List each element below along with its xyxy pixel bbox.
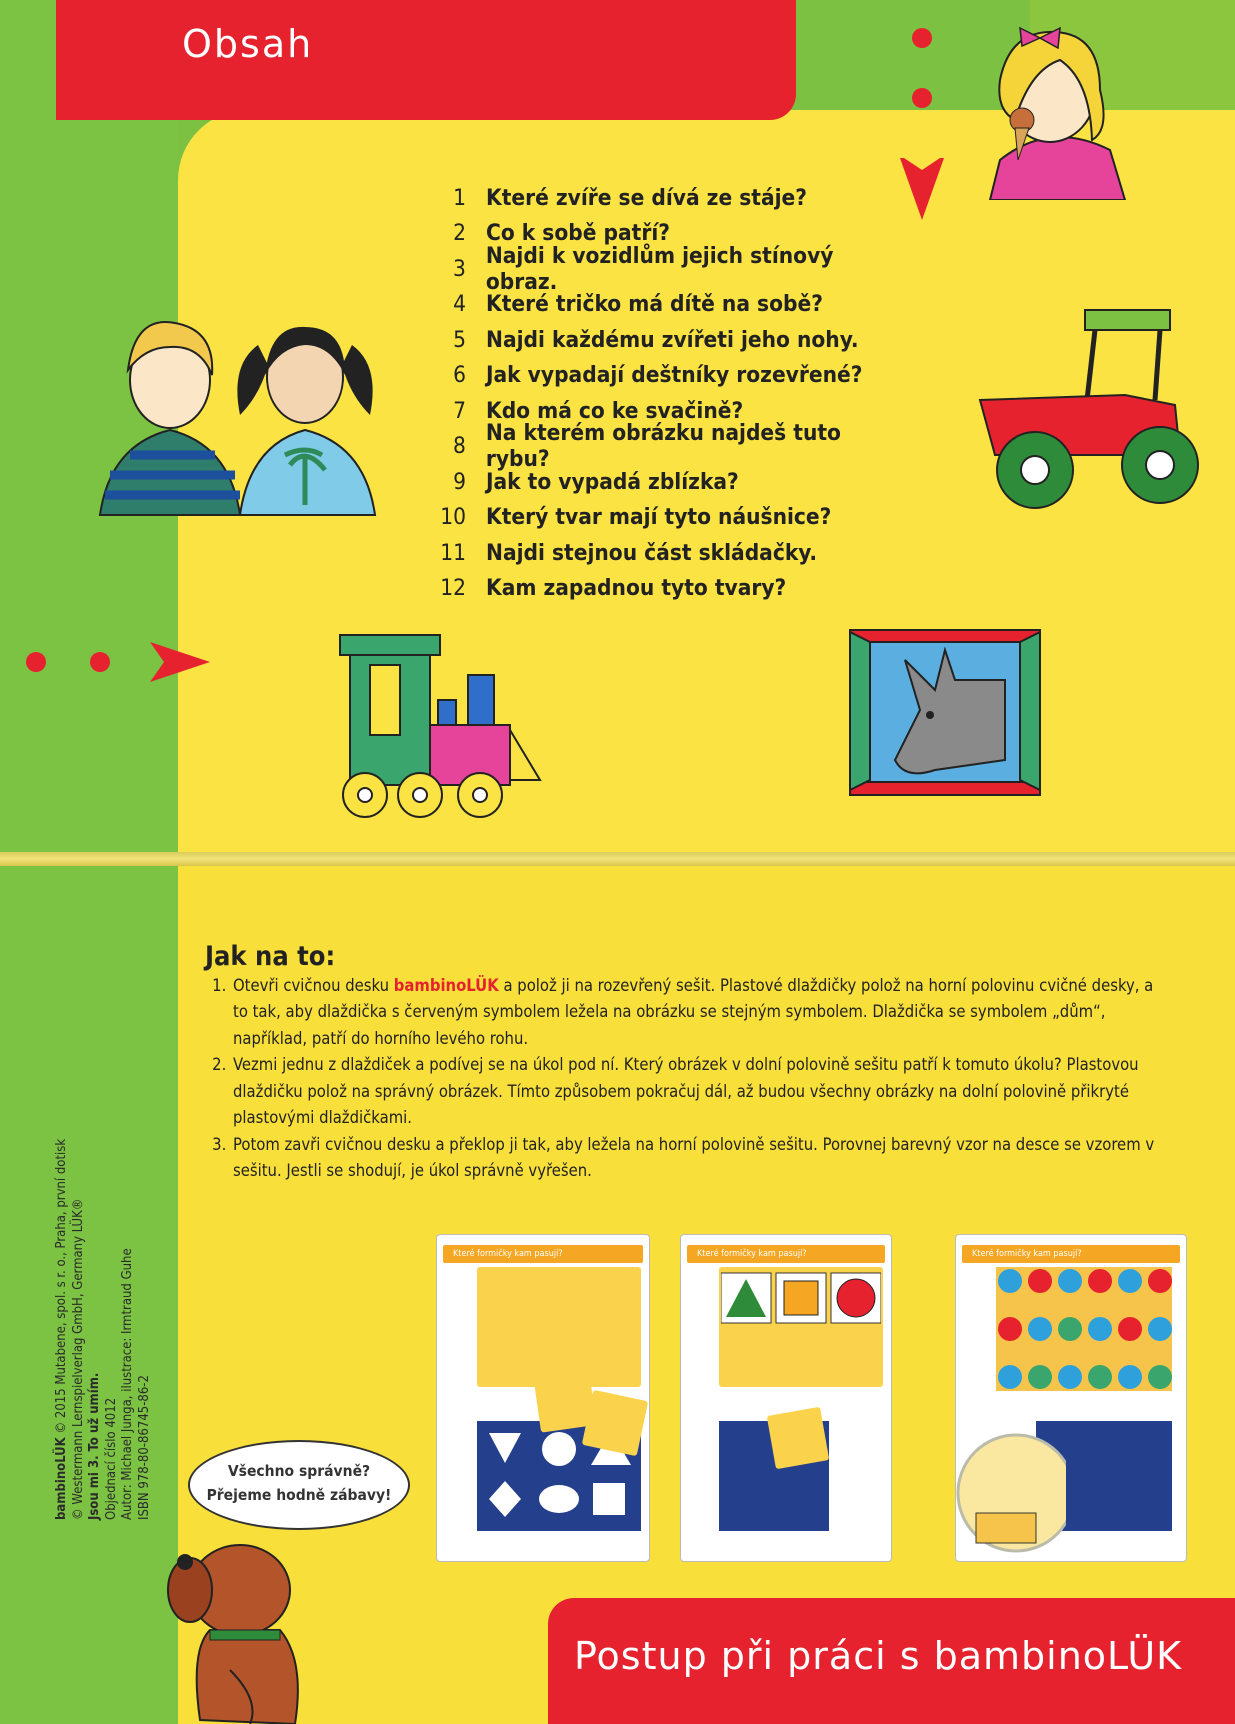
toc-item bbox=[430, 358, 910, 394]
toc-title: Které tričko má dítě na sobě? bbox=[486, 291, 823, 318]
toc-number: 11 bbox=[440, 539, 466, 566]
table-of-contents bbox=[430, 180, 910, 606]
toc-item bbox=[430, 242, 910, 295]
example-card-1 bbox=[436, 1234, 650, 1562]
dot-pattern-icon bbox=[996, 1267, 1172, 1391]
toc-title: Najdi k vozidlům jejich stínový obraz. bbox=[485, 242, 834, 295]
toc-number: 8 bbox=[452, 433, 466, 460]
credit-line: Jsou mi 3. To už umím. bbox=[87, 1372, 102, 1520]
duck-tile bbox=[767, 1407, 830, 1470]
instruction-step: 2. Vezmi jednu z dlaždiček a podívej se na úkol pod ní. Který obrázek v dolní polovině sešitu patří k tomuto úkolu? Plastovou dlaždičku polož na správný obrázek. Tímto způsobem pokračuj dál, až budou všechny obrázky na dolní polovině přikryté plastovými dlaždičkami. bbox=[231, 1052, 1165, 1132]
toc-number: 12 bbox=[440, 575, 466, 602]
toc-number: 4 bbox=[453, 291, 466, 318]
train-illustration bbox=[310, 630, 550, 830]
two-children-illustration bbox=[90, 305, 400, 520]
tractor-illustration bbox=[975, 305, 1215, 515]
instruction-step: 3. Potom zavři cvičnou desku a překlop ji tak, aby ležela na horní polovině sešitu. Porovnej barevný vzor na desce se vzorem v sešitu. Jestli se shodují, je úkol správně vyřešen. bbox=[231, 1132, 1165, 1185]
dog-illustration bbox=[130, 1530, 310, 1724]
step-text: a polož ji na rozevřený sešit. Plastové dlaždičky polož na horní polovinu cvičné desky, a to tak, aby dlaždička s červeným symbolem ležela na obrázku se stejným symbolem. Dlaždička se symbolem „dům“, například, patří do horního levého rohu. bbox=[233, 975, 1154, 1048]
toc-number: 2 bbox=[453, 220, 466, 247]
instruction-step bbox=[231, 973, 1165, 1053]
footer-banner bbox=[548, 1598, 1235, 1724]
credit-line: Objednací číslo 4012 bbox=[103, 1397, 119, 1520]
step-text: Otevři cvičnou desku bbox=[233, 975, 394, 995]
card-header: Které formičky kam pasují? bbox=[687, 1245, 885, 1263]
instructions bbox=[205, 941, 1165, 1185]
toc-item bbox=[430, 571, 910, 607]
colored-shapes-icon bbox=[721, 1271, 881, 1327]
toc-item bbox=[430, 180, 910, 216]
card-header: Které formičky kam pasují? bbox=[962, 1245, 1180, 1263]
toc-title: Kam zapadnou tyto tvary? bbox=[486, 575, 787, 602]
speech-bubble bbox=[188, 1440, 410, 1530]
card-header: Které formičky kam pasují? bbox=[443, 1245, 643, 1263]
toc-number: 3 bbox=[452, 255, 466, 282]
example-card-3 bbox=[955, 1234, 1187, 1562]
magnifier-icon bbox=[956, 1425, 1066, 1565]
credit-brand: bambinoLÜK bbox=[54, 1437, 69, 1520]
toc-title: Jak to vypadá zblízka? bbox=[486, 468, 739, 495]
red-dots-arrow-left-decoration bbox=[20, 640, 210, 684]
girl-icecream-illustration bbox=[960, 10, 1140, 200]
page-fold bbox=[0, 852, 1235, 866]
credit-line: Autor: Michael Junga, ilustrace: Irmtraud Guhe bbox=[120, 1248, 135, 1520]
tile-grid-top bbox=[477, 1267, 641, 1387]
toc-item bbox=[430, 500, 910, 536]
toc-item bbox=[430, 420, 910, 473]
credit-line: ISBN 978-80-86745-86-2 bbox=[136, 1375, 152, 1520]
toc-title: Který tvar mají tyto náušnice? bbox=[486, 504, 832, 531]
toc-number: 9 bbox=[453, 468, 466, 495]
toc-number: 7 bbox=[453, 397, 466, 424]
apple-tile bbox=[582, 1390, 648, 1456]
toc-title: Najdi každému zvířeti jeho nohy. bbox=[486, 326, 859, 353]
toc-title: Co k sobě patří? bbox=[486, 220, 671, 247]
credits bbox=[54, 1040, 153, 1520]
toc-number: 1 bbox=[453, 184, 466, 211]
footer-title: Postup při práci s bambinoLÜK bbox=[574, 1634, 1183, 1678]
toc-number: 5 bbox=[453, 326, 466, 353]
bubble-line: Přejeme hodně zábavy! bbox=[206, 1486, 392, 1504]
toc-title: Které zvíře se dívá ze stáje? bbox=[486, 184, 808, 211]
header-banner bbox=[56, 0, 796, 120]
instructions-heading: Jak na to: bbox=[205, 941, 336, 972]
toc-title: Na kterém obrázku najdeš tuto rybu? bbox=[485, 420, 841, 473]
toc-title: Jak vypadají deštníky rozevřené? bbox=[486, 362, 863, 389]
credit-line bbox=[54, 1040, 71, 1520]
credit-line: © Westermann Lernspielverlag GmbH, Germany LÜK® bbox=[70, 1198, 86, 1520]
toc-item bbox=[430, 535, 910, 571]
brand-name: bambinoLÜK bbox=[393, 975, 499, 995]
toc-item bbox=[430, 322, 910, 358]
toc-title: Najdi stejnou část skládačky. bbox=[486, 539, 818, 566]
bubble-line: Všechno správně? bbox=[227, 1462, 371, 1480]
instructions-list bbox=[205, 973, 1165, 1185]
toc-title: Kdo má co ke svačině? bbox=[486, 397, 744, 424]
credit-text: © 2015 Mutabene, spol. s r. o., Praha, první dotisk bbox=[54, 1138, 69, 1438]
page-title: Obsah bbox=[182, 22, 314, 66]
example-card-2 bbox=[680, 1234, 892, 1562]
toc-number: 6 bbox=[453, 362, 466, 389]
donkey-window-illustration bbox=[845, 620, 1045, 800]
toc-number: 10 bbox=[440, 504, 466, 531]
